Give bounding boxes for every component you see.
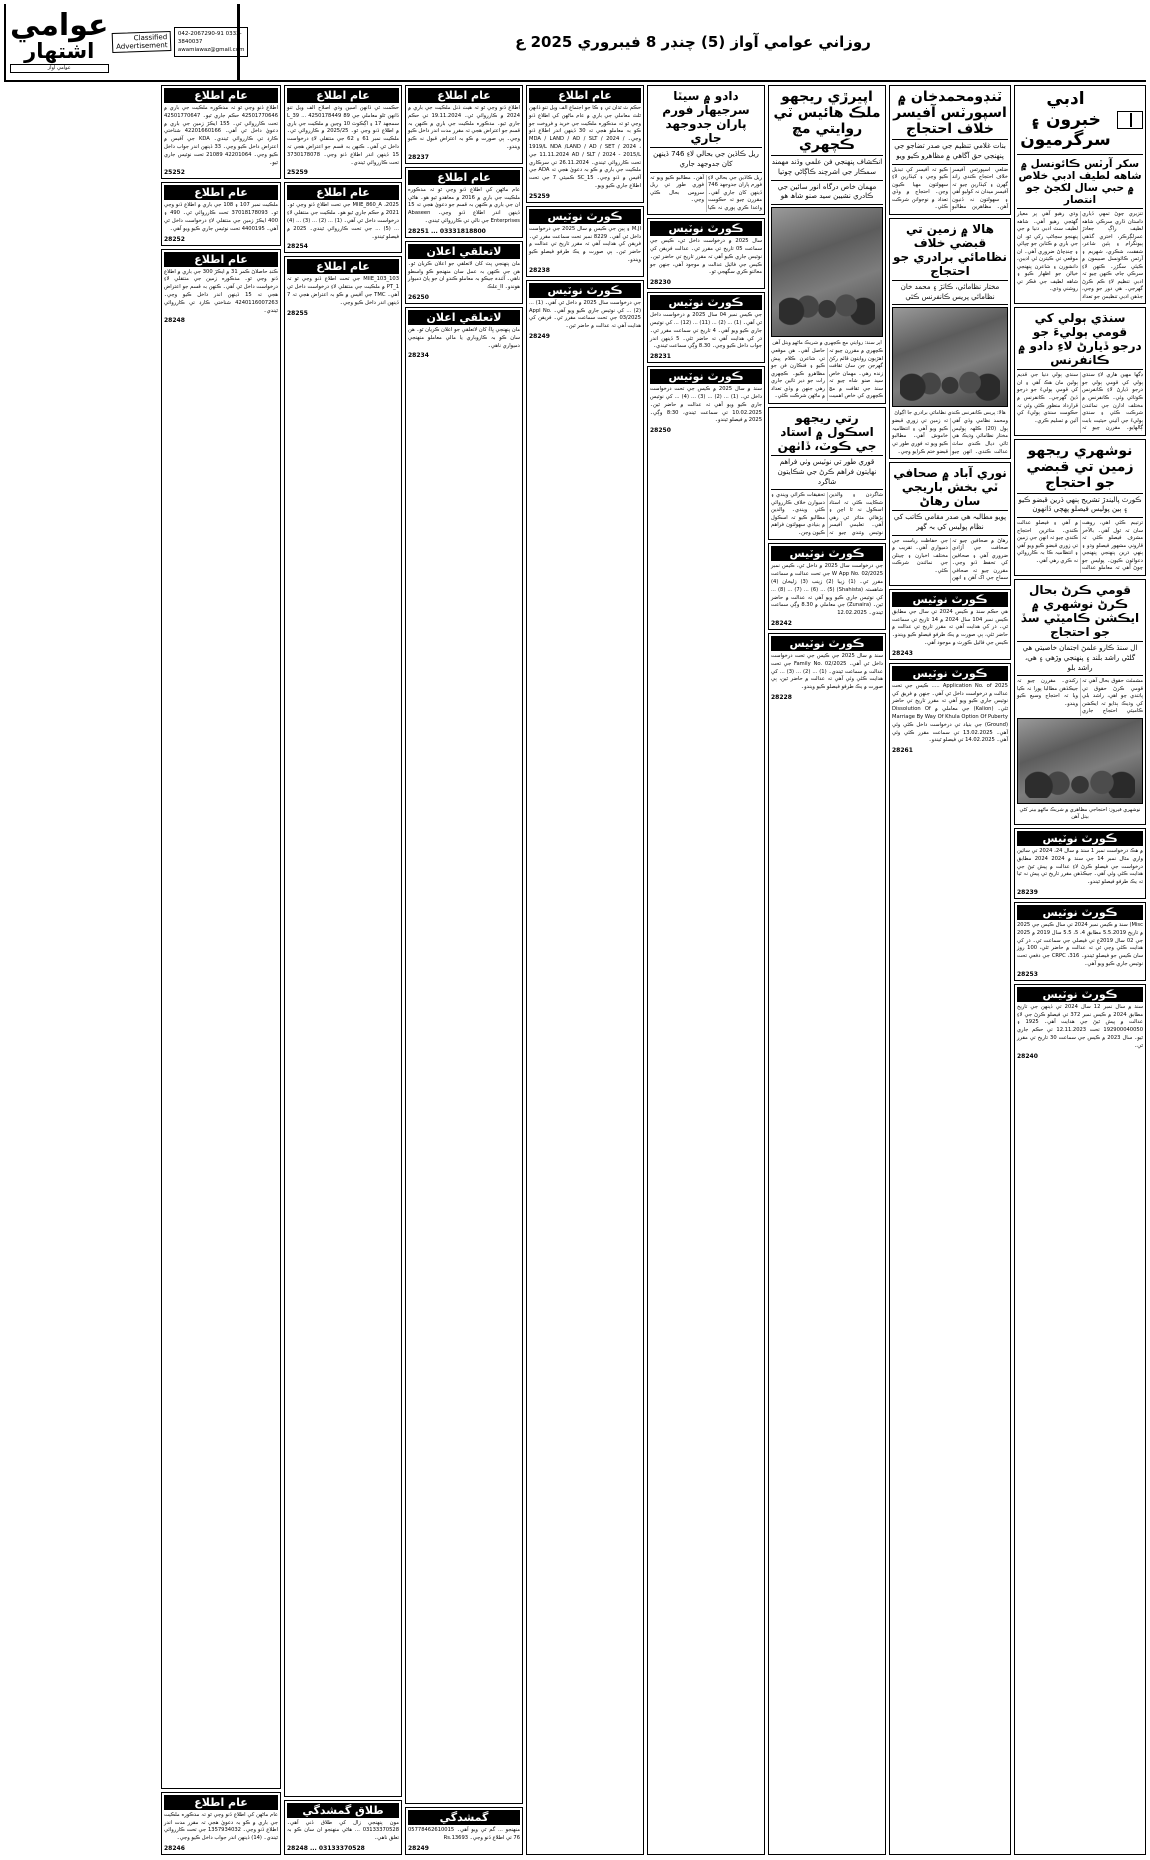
article-title: ادبي خبرون ۽ سرگرميون <box>1020 89 1111 150</box>
court-notice-body: Application No. of 2025 ..... ڪيس جي تحت عدالت ۾ درخواست داخل ٿي آهي۔ جنهن ۾ فريق کي نوٽيس جاري ڪيو ويو آهي تہ مقرر تاريخ تي حاضر ٿئي۔ (Kalion) جي معاملي ۾ Dissolution Of Marriage By Way Of Khula Option Of Puberty (Ground) جي بنياد تي درخواست داخل ڪئي وئي آهي۔ 13.02.2025 تي سماعت مقرر ڪئي وئي آهي۔ 14.02.2025 تي فيصلو ٿيندو۔ <box>892 682 1009 744</box>
aam-itlah-number: 28254 <box>287 243 308 251</box>
aam-itlah-heading: عام اطلاع <box>408 170 520 185</box>
talaq-notice <box>284 1800 402 1855</box>
tando-body: ضلعي اسپورٽس آفيسر خلاف احتجاج ڪندي راند گهرن ۽ کيڏارين چيو تہ آفيسر ميدان نہ کوليو آهي ۽ سهولتون نہ ڏنيون آهن۔ مظاهرين مطالبو ڪيو تہ آفيسر کي تبديل ڪيو وڃي ۽ کيڏارين لاءِ سهولتون مهيا ڪيون وڃن۔ احتجاج ۾ وڏي تعداد ۾ نوجوانن شرڪت ڪئي۔ <box>892 166 1008 211</box>
gumshudagi-body: منهنجو ... گم ٿي ويو آهي۔ 05778462610015 76 تي اطلاع ڏنو وڃي۔ Rs.13693 <box>408 1827 520 1842</box>
la-talqi-body: مان پنهنجي پٽ کان لاتعلقي جو اعلان ڪريان ٿو۔ هن جي ڪنهن بہ عمل سان منهنجو ڪو واسطو ناهي۔ آئندہ جيڪو بہ معاملو ڪندو ان جو پاڻ ذميوار هوندو۔ II_علڪ <box>408 260 520 291</box>
court-notice-1 <box>1014 828 1146 899</box>
upper-title: اپيرڙي ريجھو ملڪ هائيس ٽي روايتي مچ ڪچهري <box>771 88 883 156</box>
article-subhead-1: سکر آرٽس ڪائونسل ۾ شاهه لطيف ادبي خلاص ۾ حبي سال لکجڻ جو انتصار <box>1017 157 1143 209</box>
aam-itlah-4 <box>284 182 402 253</box>
right-col-3-notice <box>161 182 281 245</box>
court-notice-number: 28243 <box>892 649 913 657</box>
logo-subtitle: اشتهار <box>24 39 95 63</box>
la-talqi-2 <box>405 307 523 1804</box>
naushahro-subhead: ڪورٽ پاليندڙ تشريح ٻنهي ڌرين قبضو ڪيو ۽ ٻين پوليس فيصلو پهچي ڏانهون <box>1017 496 1143 519</box>
column-notices-b <box>647 85 765 1855</box>
court-notice-body: جي درخواست سال 2025 ۾ داخل ٿي آهي۔ (1) ... (2) ... کي نوٽيس جاري ڪيو ويو آهي۔ Appl No. 03/2025 جي تحت سماعت مقرر ٿي۔ فريقن کي هدايت آهي تہ عدالت ۾ حاضر ٿين۔ <box>529 299 641 330</box>
court-notice-number: 28228 <box>771 694 792 702</box>
hala-title: هالا ۾ زمين تي قبضي خلاف نظامائي برادري جو احتجاج <box>892 221 1008 281</box>
hala-subhead: مختار نظامائي، ڪاٺڙ ۽ محمد خان نظامائي پريس ڪانفرنس ڪئي <box>892 283 1008 306</box>
aam-itlah-heading: عام اطلاع <box>164 252 278 267</box>
nawabshah-title: نوري آباد ۾ صحافي ٽي بخش باريجي سان رهاڻ <box>892 465 1008 511</box>
aam-itlah-3 <box>405 167 523 238</box>
article-sindhi-boli <box>1014 307 1146 435</box>
notice-heading: عام اطلاع <box>287 88 399 103</box>
logo-title: عوامي <box>10 8 109 43</box>
hala-body: ومحمد نظامي وڏي آهي ٻول (20) ڪلهہ پوليس مختار نظامائي وڌيڪ هي ٽائي ديال ڪندي ساٿ عدالت ڪندي۔ انهن چيو تہ زمين تي زوري قبضو ڪيو ويو آهي ۽ انتظاميہ خاموش آهي۔ مطالبو ڪيو ويو تہ فوري طور تي قبضو ختم ڪرايو وڃي۔ <box>892 418 1008 455</box>
court-notice-heading: ڪورٽ نوٽيس <box>650 369 762 384</box>
aam-itlah-body: عام ماڻهن کي اطلاع ڏنو وڃي ٿو تہ مذڪوره ملڪيت جي باري ۾ 2016 ۾ معاهدو ٿيو هو۔ هاڻي ان جي باري ۾ ڪنهن بہ قسم جو دعويٰ هجي تہ 15 ڏينهن اندر اطلاع ڏنو وڃي۔ Abaseen Enterprises جي نالي تي ڪارروائي ٿيندي۔ <box>408 186 521 224</box>
article-body-1: تنزيري چوڻ تمهي ڏياري داستان ڏاري سرڪي شاهه لطيف راڳ جعادڙ عمرلڳرڪر، اختري گڏهي ٻيونگرام ۽ ٻئين شاعر، شفقت، شڪري، شهريم ۽ آرٽس ڪائونسل صبيمون ۾ ڪيئي سگڙر۔ ڪنهن لاءِ سرڪي ڄام، ڪنهن چيو تہ ادبي تنظيم لاءِ ڪم ڪرڻ گھرجي۔ هي دور جو وڃي، جڏهن ادبي تنظيمن جو تعداد وڌي رهيو آهي پر معيار گھٽجي رهيو آهي۔ شاهه لطيف سٽ ادبي دنيا ۾ جي پنهنجو سڃاڻپ رکي ٿو، ان جي باري ۾ ڪتابن جو ڇپائي ۽ ڇنڊڇاڻ ضروري آهي۔ ان موقعي تي ڪيترن ئي اديبن، دانشورن ۽ شاعرن پنهنجي خيالن جو اظهار ڪيو ۽ شاهه لطيف جي فڪر تي روشني وڌي۔ <box>1017 211 1143 300</box>
logo-box <box>4 4 245 80</box>
court-notice-number: 28239 <box>1017 888 1038 896</box>
noori-body: ريل ڪاڏين جي بحالي لاءِ فورم پاران جدوجهد 746 ڏينهن کان جاري آهي۔ مقررن چيو تہ حڪومت واعدا ڪري پوري نہ ڪيا آهن۔ مطالبو ڪيو ويو تہ فوري طور تي ريل سروس بحال ڪئي وڃي۔ <box>650 174 762 211</box>
article-noori-abad <box>647 85 765 215</box>
protest-photo <box>1017 718 1143 804</box>
aam-itlah-2 <box>405 85 523 164</box>
qaumi-body: مشمئٽ حقوق بحال آهي تہ قومي ڪرڻ حقوق تي پاتندي چو اهي، راشد بلي کي وڌيڪ ٻڌايو تہ ايڪشن ڪاميٽي احتجاج جاري رکندي۔ مقررن چيو تہ جيڪڏهن مطالبا پورا نہ ڪيا ويا تہ احتجاج وسيع ڪيو ويندو۔ <box>1017 678 1143 715</box>
notice-heading: عام اطلاع <box>164 185 278 200</box>
talaq-body: مون پنهنجي زال کي طلاق ڏني آهي۔ 03133370528 ... هاڻي منهنجو ان سان ڪو بہ تعلق ناهي۔ <box>287 1819 399 1842</box>
la-talqi-heading: لاتعلقي اعلان <box>408 244 520 259</box>
la-talqi-number: 26250 <box>408 293 429 301</box>
talaq-number: 28248 ... 03133370528 <box>287 1845 365 1852</box>
court-notice-number: 28249 <box>529 332 550 340</box>
court-notice-heading: ڪورٽ نوٽيس <box>1017 987 1143 1002</box>
court-notice-heading: ڪورٽ نوٽيس <box>529 209 641 224</box>
aam-itlah-body: عام ماڻهن کي اطلاع ڏنو وڃي ٿو تہ مذڪوره ملڪيت جي باري ۾ ڪو بہ دعويٰ هجي تہ مقرر مدت اندر اطلاع ڏنو وڃي۔ 1357934032 جي تحت ڪارروائي ٿيندي۔ (14) ڏينهن اندر جواب داخل ڪيو وڃي۔ <box>164 1811 278 1842</box>
press-conference-photo <box>892 307 1008 407</box>
right-col-top-notice <box>284 85 402 179</box>
article-hala <box>889 218 1011 459</box>
naushahro-body: ترتيبم ڪئي اهي، روهت سان تہ ٽول آهي۔ بالآخر مشرف فيصلو ڪئي تہ قاروني مشهور فيصلو وڌو ۽ ٻنهي ڌرين پنهنجي پنهنجي دعوائون ڪيون۔ پوليس جو چوڻ آهي تہ معاملو عدالت ۾ آهي ۽ فيصلو عدالت ڪندي۔ متاثرين احتجاج ڪندي چيو تہ انهن جي زمين تي زوري قبضو ڪيو ويو آهي ۽ انتظاميہ ڪا بہ ڪارروائي نہ ڪري رهي آهي۔ <box>1017 520 1143 572</box>
court-notice-number: 28231 <box>650 353 671 361</box>
mach-kachehri-caption: اپر سنڌ: روايتي مچ ڪچهري ۾ شريڪ ماڻهو ويٺل آهن <box>772 340 882 347</box>
noori-title: دادو ۾ سيٽا سرجيهار فورم پاران جدوجهد جاري <box>650 88 762 148</box>
aam-itlah-body: اطلاع ڏنو وڃي ٿو تہ هيٺ ڏنل ملڪيت جي باري ۾ 2024 ۾ ڪارروائي ٿي۔ 19.11.2024 تي حڪم جاري ٿيو۔ مذڪوره ملڪيت جي باري ۾ ڪنهن بہ قسم جو اعتراض هجي تہ مقرر مدت اندر داخل ڪيو وڃي۔ ٻي صورت ۾ ڪو بہ اعتراض قبول نہ ڪيو ويندو۔ <box>408 105 520 150</box>
logo <box>10 8 109 73</box>
aam-itlah-6 <box>161 249 281 1789</box>
aam-itlah-body: MIIE_103_103 جي تحت اطلاع ڏنو وڃي ٿو تہ PT_1 ۾ ملڪيت جي منتقلي لاءِ درخواست داخل ٿي آهي۔ TMC جي آفيس ۾ ڪو بہ اعتراض هجي تہ 7 ڏينهن اندر داخل ڪيو وڃي۔ <box>287 276 399 306</box>
court-notice-body: سنڌ ۾ سال نمبر 12 سال 2024 تي ڏينهن جي تاريخ مطابق 2024 ۾ ڪيس نمبر 372 تي فيصلو ڪرڻ جي لاءِ عدالت ۾ پيش ٿيڻ جي هدايت آهي۔ 1925 ۽ 192900040050 تحت 12.11.2023 تي حڪم جاري ٿيو۔ سال 2023 ۾ ڪيس جي سماعت 30 تاريخ تي مقرر ٿي۔ <box>1017 1003 1143 1049</box>
notice-body: ملڪيت نمبر 107 ۽ 108 جي باري ۾ اطلاع ڏنو وڃي ٿو۔ 37018178093 تحت ڪارروائي ٿي۔ 490 ۽ 400 ايڪڙ زمين جي منتقلي لاءِ درخواست داخل ٿي آهي۔ 4400195 تحت نوٽيس جاري ڪيو ويو آهي۔ <box>164 202 278 232</box>
article-adabi-khabroon <box>1014 85 1146 304</box>
court-notice-6 <box>768 543 886 630</box>
aam-itlah-heading: عام اطلاع <box>164 1795 278 1810</box>
article-rati-school <box>768 407 886 541</box>
court-notice-10 <box>647 366 765 1855</box>
logo-small-label: عوامي آواز <box>10 64 109 73</box>
notice-number: 28252 <box>164 235 185 243</box>
la-talqi-1 <box>405 241 523 304</box>
tando-subhead: بنات غلامي تنظيم جي صدر تضاجو جي پنهنجي حق آگاهي ۾ مظاهرو ڪيو ويو <box>892 142 1008 165</box>
court-notice-number: 28230 <box>650 279 671 287</box>
la-talqi-number: 28234 <box>408 352 429 360</box>
court-notice-number: 28242 <box>771 620 792 628</box>
aam-itlah-7 <box>161 1792 281 1855</box>
article-upper-sindh <box>768 85 886 404</box>
masthead <box>4 4 1146 82</box>
column-aam-itlah-b <box>284 85 402 1855</box>
naushahro-title: نوشهري ريجھو زمين تي قبضي جو احتجاج <box>1017 442 1143 494</box>
column-notices-c <box>526 85 644 1855</box>
nawabshah-subhead: پويو مطالبہ هي صدر مقامي ڪاتب کي نظام پوليس کي بہ گھر <box>892 513 1008 536</box>
court-notice-body: Misc) سنڌ ۾ ڪيس نمبر 2024 تي سال ڪيس جي 2025 ۾ تاريخ 5.5.2019 مطابق 4، 5، 5.5 سال 2019 ۾ 2025 جي 02 سال 2019ع تي فيصلي جي سماعت ٿي۔ ڌر کي هدايت ڪئي وڃي ٿي تہ عدالت ۾ حاضر ٿئي، 100 روز سان ڪيس جو فيصلو ٿيندو۔ CRPC ،316 جي دفعي تحت نوٽيس جاري ڪيو ويو آهي۔ <box>1017 921 1144 967</box>
rati-subhead: قوري طور تي نوٽيس وٺي فراهم نهايتون فراهم ڪرڻ جي شڪايتون شاگرد <box>771 458 883 490</box>
court-notice-number: 28240 <box>1017 1052 1038 1060</box>
protest-photo-caption: نوشهري فيروز: احتجاجي مظاهري ۾ شريڪ ماڻهو بينر کڻي بيٺل آهن <box>1019 806 1141 820</box>
court-notice-number: 28250 <box>650 427 671 435</box>
aam-itlah-1 <box>526 85 644 203</box>
rati-title: رتي ريجھو اسڪول ۾ استاد جي ڪوٽ، ڏاٺهن <box>771 410 883 456</box>
aam-itlah-body: MIIE_860_A ،2025 جي تحت اطلاع ڏنو وڃي ٿو۔ 2021 ۾ حڪم جاري ٿيو هو۔ ملڪيت جي منتقلي لاءِ درخواست داخل ٿي آهي۔ (1) ... (2) ... (3) ... (4) ... (5) ... جي تحت ڪارروائي ٿيندي۔ 2025 ۾ فيصلو ٿيندو۔ <box>287 202 399 240</box>
qaumi-subhead: ال سنڌ ڪارو علمڻ اجتمان خاصيتي هي گلڻي راشد بلند ۽ پنهنجي وڙهي ۽ هي، راشد بلو <box>1017 644 1143 676</box>
la-talqi-heading: لاتعلقي اعلان <box>408 310 520 325</box>
court-notice-body: جي ڪيس نمبر 04 سال 2025 ۾ درخواست داخل ٿي آهي۔ (1) ... (2) ... (11) ... (12) ... کي نوٽيس جاري ڪيو ويو آهي۔ 4 تاريخ تي سماعت مقرر ٿي۔ ڌر کي هدايت آهي تہ حاضر ٿئي۔ 5 ڏينهن اندر جواب داخل ڪيو وڃي۔ 8.30 وڳي سماعت ٿيندي۔ <box>650 312 763 350</box>
gumshudagi-number: 28249 <box>408 1845 429 1852</box>
court-notice-3 <box>1014 984 1146 1855</box>
tando-title: ٽنڊومحمدخان ۾ اسپورٽس آفيسر خلاف احتجاج <box>892 88 1008 140</box>
notice-body: اطلاع ڏنو وڃي ٿو تہ مذڪوره ملڪيت جي باري ۾ 42501770646 حڪم جاري ٿيو۔ 42501770647 تحت ڪارروائي ٿي۔ 155 ايڪڙ زمين جي باري ۾ دعويٰ داخل ٿي آهي۔ 42201660166 شناختي ڪارڊ تي ڪارروائي ٿيندي۔ KDA جي آفيس ۾ اعتراض داخل ڪيو وڃي۔ 33 ڏينهن اندر جواب داخل ڪيو وڃي۔ 42201064 21089 تحت نوٽيس جاري ٿيو۔ <box>164 105 279 166</box>
upper-subhead: انڪشاف پنهنجي فن علمي وڏند مهمند سمڪار جي اشرچند ڪاڳاڻي چوتيا <box>771 158 883 181</box>
court-notice-4 <box>889 589 1011 660</box>
court-notice-body: ۾ هڪ درخواست نمبر 1 سنڌ ۾ سال 24، 2024 تي سائين واري مثال نمبر 14 جي سنڌ ۾ 2024 2024 مطابق درخواست جي فيصلو ڪرڻ لاءِ عدالت ۾ پيش ٿيڻ جي هدايت ڪئي وئي آهي۔ جيڪڏهن مقرر تاريخ تي پيش نہ ٿيا تہ يڪ طرفو فيصلو ٿيندو۔ <box>1017 847 1144 886</box>
article-subhead-2: سنڌي ٻولي کي قومي ٻوليءَ جو درجو ڏيارڻ لاءِ دادو ۾ ڪانفرنس <box>1017 310 1143 370</box>
aam-itlah-heading: عام اطلاع <box>408 88 520 103</box>
aam-itlah-5 <box>284 256 402 1796</box>
article-nawabshah <box>889 462 1011 586</box>
court-notice-5 <box>889 663 1011 1855</box>
press-conference-caption: هالا: پريس ڪانفرنس ڪندي نظامائي برادري جا اڳواڻ <box>894 410 1006 417</box>
court-notice-11 <box>526 206 644 277</box>
court-notice-heading: ڪورٽ نوٽيس <box>771 636 883 651</box>
aam-itlah-body: حڪم ٿ ٿڌان ٽي ۽ ڪا جو اجتماع الف ويل تنو ڏانهن ٿلٿ معاملي جي باري ۾ عام ماڻهن کي اطلاع ڏنو وڃي ٿو تہ مذڪوره ملڪيت جي خريد و فروخت جو ڪو بہ معاملو هجي تہ 30 ڏينهن اندر اطلاع ڏنو وڃي۔ MDA / LAND / AD / SLT / 2024 / 1919/L NDA /LAND / AD / SET / 2024 ، 11.11.2024 AD / SLT / 2024 - 2015/L جي تحت ڪارروائي ٿيندي۔ 26.11.2024 تي سرڪاري ملڪيت جي باري ۾ ڪو بہ دعويٰ هجي تہ ADA جي آفيس ۾ ڏنو وڃي۔ SC_15 ڪميٽي 7 جي تحت اطلاع جاري ڪيو ويو۔ <box>529 105 641 189</box>
court-notice-heading: ڪورٽ نوٽيس <box>529 283 641 298</box>
court-notice-2 <box>1014 902 1146 981</box>
notice-body: حڪمت ٿي ڏانهن اسين وڌي اصلاح الف ويل تنو ڏانهن ٿلو معاملي جي L_39 ... 4250178449 89 سمجھد 17 ۽ اڳڪوٽ 10 وچين ۾ ملڪيت جي باري ۾ اطلاع ڏنو وڃي ٿو۔ 2025/25 ۾ ڪارروائي ٿي۔ ملڪيت نمبر 61 ۽ 62 جي منتقلي لاءِ درخواست داخل ٿي آهي۔ ڪنهن بہ قسم جو اعتراض هجي تہ 15 ڏينهن اندر اطلاع ڏنو وڃي۔ 3730178078 تحت ڪارروائي ٿيندي۔ <box>287 105 400 166</box>
notice-number: 25259 <box>287 169 308 177</box>
column-tando <box>889 85 1011 1855</box>
aam-itlah-heading: عام اطلاع <box>287 185 399 200</box>
nawabshah-body: رهاڻ ۾ صحافين چيو تہ صحافت جي آزادي ضروري آهي ۽ صحافين کي تحفظ ڏنو وڃي۔ مقررن چيو تہ صحافي سماج جي اک آهن ۽ انهن جي حفاظت رياست جي ذميواري آهي۔ تقريب ۾ مختلف اخبارن ۽ چينلن جي نمائندن شرڪت ڪئي۔ <box>892 537 1008 582</box>
la-talqi-body: مان پنهنجي ڀاءُ کان لاتعلقي جو اعلان ڪريان ٿو۔ هن سان ڪو بہ ڪاروباري يا مالي معاملو منهنجي ذميواري ناهي۔ <box>408 326 520 349</box>
aam-itlah-heading: عام اطلاع <box>287 259 399 274</box>
court-notice-number: 28261 <box>892 747 913 755</box>
court-notice-heading: ڪورٽ نوٽيس <box>650 295 762 310</box>
dateline: روزاني عوامي آواز (5) چنڊر 8 فيبروري 2025 ع <box>239 4 1146 80</box>
court-notice-body: سال 2025 ۾ درخواست داخل ٿي، ڪيس جي سماعت 05 تاريخ تي مقرر ٿي۔ عدالت فريقن کي نوٽيس جاري ڪيو آهي تہ مقرر تاريخ تي حاضر ٿين۔ ڪيس جي فائيل عدالت ۾ موجود آهي، جنهن جو معائنو ڪري سگھجي ٿو۔ <box>650 238 763 276</box>
aam-itlah-body: ڪنڊ حاصلاڻ ڪمر 31 ۾ ايڪڙ 300 جي باري ۾ اطلاع ڏنو وڃي ٿو۔ مذڪوره زمين جي منتقلي لاءِ درخواست داخل ٿي آهي۔ ڪنهن بہ قسم جو اعتراض هجي تہ 15 ڏينهن اندر داخل ڪيو وڃي۔ 4240116007263 شناختي ڪارڊ تي ڪارروائي ٿيندي۔ <box>164 268 278 314</box>
article-naushahro <box>1014 439 1146 576</box>
mach-kachehri-photo <box>771 207 883 337</box>
court-notice-number: 28238 <box>529 266 550 274</box>
aam-itlah-number: 28237 <box>408 153 429 161</box>
court-notice-heading: ڪورٽ نوٽيس <box>1017 905 1143 920</box>
court-notice-heading: ڪورٽ نوٽيس <box>892 592 1008 607</box>
gumshudagi-heading: گمشدگي <box>408 1810 520 1825</box>
aam-itlah-number: 28248 <box>164 317 185 325</box>
page-grid <box>4 85 1146 1855</box>
upper-subhead-b: مهمان خاص درگاه انور سائين جي ڪادري نشيبن سيد صنو شاھ هو <box>771 183 883 206</box>
noori-subhead: ريل ڪاڏين جي بحالي لاءِ 746 ڏينهن کان جدوجهد جاري <box>650 150 762 173</box>
qaumi-title: قومي ڪرڻ بحال ڪرڻ نوشهري ۾ ايڪشن ڪاميٽي سڏ جو احتجاج <box>1017 582 1143 642</box>
column-notices-a <box>768 85 886 1855</box>
upper-body: ڪچهري ۾ مقررن چيو تہ اهڙيون روايتون قائم رکڻ گهرجن جن سان ثقافت زنده رهي۔ مهمان خاص سيد صنو شاه چيو تہ سنڌ جي ثقافت ۾ مچ ڪچهري کي خاص اهميت حاصل آهي۔ هن موقعي تي شاعرن ڪلام پيش ڪيو ۽ فنڪارن فن جو مظاهرو ڪيو۔ ڪچهري رات جو دير تائين جاري رهي جنهن ۾ وڏي تعداد ۾ ماڻهن شرڪت ڪئي۔ <box>771 348 883 400</box>
court-notice-body: هي حڪم سنڌ ۾ ڪيس 2024 تي سال جي مطابق ڪيس نمبر 104 سال 2024 ۾ 14 تاريخ تي سماعت ٿي۔ ڌر کي هدايت آهي تہ مقرر تاريخ تي عدالت ۾ حاضر ٿئي، ٻي صورت ۾ يڪ طرفو فيصلو ڪيو ويندو۔ ڪيس جي فائيل ڪورٽ ۾ موجود آهي۔ <box>892 608 1009 646</box>
aam-itlah-number: 28255 <box>287 309 308 317</box>
right-col-2-notice <box>161 85 281 179</box>
aam-itlah-heading: عام اطلاع <box>529 88 641 103</box>
court-notice-heading: ڪورٽ نوٽيس <box>892 666 1008 681</box>
article-qaumi-karan <box>1014 579 1146 825</box>
court-notice-body: سنڌ ۾ سال 2025 جي ڪيس جي تحت درخواست داخل ٿي آهي۔ Family No. 02/2025 جي تحت عدالت ۾ سماعت ٿيندي۔ (1) ... (2) ... (3) ... کي هدايت ڪئي وئي آهي تہ عدالت ۾ حاضر ٿين، ٻي صورت ۾ يڪ طرفو فيصلو ڪيو ويندو۔ <box>771 653 884 691</box>
court-notice-body: سنڌ ۾ سال 2025 ۾ ڪيس جي تحت درخواست داخل ٿي۔ (1) ... (2) ... (3) ... (4) ... کي نوٽيس جاري ڪيو ويو آهي تہ عدالت ۾ حاضر ٿين۔ 10.02.2025 تي سماعت ٿيندي، 8:30 وڳي۔ 2025 ۾ فيصلو ٿيندو۔ <box>650 386 762 424</box>
court-notice-12 <box>526 280 644 1855</box>
notice-heading: عام اطلاع <box>164 88 278 103</box>
court-notice-heading: ڪورٽ نوٽيس <box>1017 831 1143 846</box>
notice-number: 25252 <box>164 169 185 177</box>
column-adabi <box>1014 85 1146 1855</box>
court-notice-body: جي درخواست سال 2025 ۾ داخل ٿي، ڪيس نمبر W App No. 02/2025 جي تحت عدالت ۾ سماعت مقرر ٿي۔ (1) زيبا (2) زينب (3) زليخان (4) شاهستہ (Shahista) (5) ... (6) ... (7) ... (8) ... کي نوٽيس جاري ڪيو ويو آهي تہ عدالت ۾ حاضر ٿين۔ (Zunaira) جي معاملي ۾ 8.30 وڳي سماعت ٿيندي۔ 12.02.2025 <box>771 563 884 617</box>
article-tando <box>889 85 1011 215</box>
rati-body: شاگردن ۽ والدين شڪايت ڪئي تہ استاد اسڪول نہ ٿا اچن ۽ پڙهائي متاثر ٿي رهي آهي۔ تعليمي آفيسر نوٽيس وٺندي چيو تہ تحقيقات ڪرائي ويندي ۽ ذميوارن خلاف ڪارروائي ڪئي ويندي۔ والدين مطالبو ڪيو تہ اسڪول ۾ بنيادي سهولتون فراهم ڪيون وڃن۔ <box>771 492 883 536</box>
court-notice-body: M.JI ۽ ٻين جي ڪيس ۾ سال 2025 جي درخواست داخل ٿي آهي۔ 8229 نمبر تحت سماعت مقرر ٿي۔ فريقن کي هدايت آهي تہ مقرر تاريخ تي عدالت ۾ حاضر ٿين۔ ٻي صورت ۾ يڪ طرفو فيصلو ڪيو ويندو۔ <box>529 225 641 263</box>
court-notice-8 <box>647 218 765 289</box>
aam-itlah-number: 28251 ... 03331818800 <box>408 227 486 235</box>
talaq-heading: طلاق گمشدگي <box>287 1803 399 1818</box>
column-aam-itlah-c <box>161 85 281 1855</box>
court-notice-heading: ڪورٽ نوٽيس <box>650 221 762 236</box>
column-aam-itlah-a <box>405 85 523 1855</box>
court-notice-7 <box>768 633 886 1855</box>
court-notice-number: 28253 <box>1017 970 1038 978</box>
contact-info: 042-2067290-91 0333-3840037 awamiawaz@gmail.com <box>174 27 249 58</box>
gumshudagi-notice <box>405 1807 523 1855</box>
book-icon <box>1117 111 1143 129</box>
classified-tag: Classified Advertisement <box>111 31 171 53</box>
court-notice-heading: ڪورٽ نوٽيس <box>771 546 883 561</box>
article-body-2: ڊگھا مهين هاري لاءِ سنڌي ٻولي کي قومي ٻولي جو درجو ڏيارڻ لاءِ ڪانفرنس ڪوٺائي وئي۔ ڪانفرنس ۾ مختلف ادارن جي نمائندن شرڪت ڪئي ۽ سنڌي ٻوليءَ جي آئيني حيثيت بابت ڳالهايو۔ مقررن چيو تہ سنڌي ٻولي دنيا جي قديم ٻولين مان هڪ آهي ۽ ان کي قومي ٻوليءَ جو درجو ڏيڻ گھرجي۔ ڪانفرنس ۾ قرارداد منظور ڪئي وئي تہ حڪومت سنڌي ٻوليءَ کي آئين ۾ تسليم ڪري۔ <box>1017 372 1143 432</box>
aam-itlah-number: 28246 <box>164 1845 185 1852</box>
court-notice-9 <box>647 292 765 363</box>
aam-itlah-number: 25259 <box>529 192 550 200</box>
